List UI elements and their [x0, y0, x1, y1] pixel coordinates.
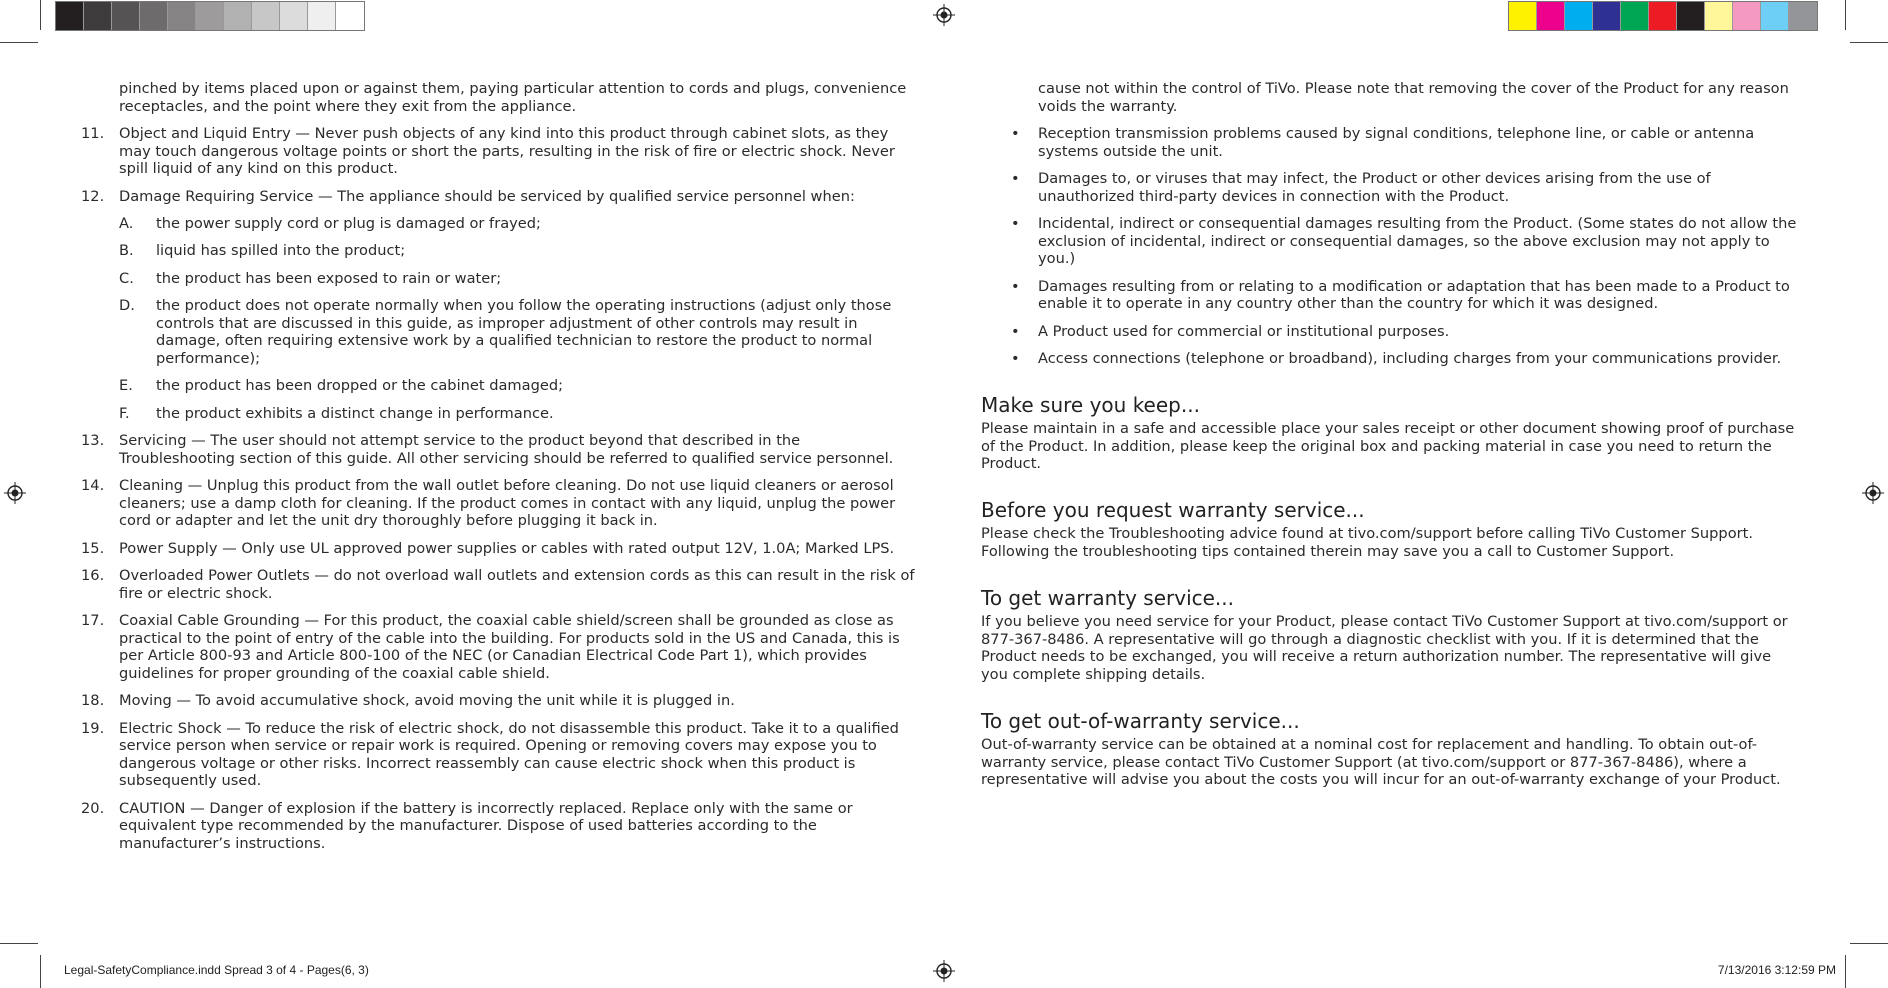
sub-list-item [75, 270, 915, 288]
sub-item-letter: C. [119, 269, 134, 287]
color-swatch [168, 2, 196, 30]
item-number: 13. [81, 432, 105, 450]
bullet-dot: • [1011, 169, 1020, 187]
sub-item-text: the power supply cord or plug is damaged or frayed; [156, 214, 541, 232]
bullet-dot: • [1011, 349, 1020, 367]
color-swatch [1509, 2, 1537, 30]
crop-mark [0, 943, 38, 944]
list-item [75, 692, 915, 710]
bullet-item [981, 350, 1801, 368]
item-text: Moving — To avoid accumulative shock, avoid moving the unit while it is plugged in. [119, 692, 735, 710]
sub-item-text: the product has been exposed to rain or water; [156, 269, 502, 287]
list-item [75, 188, 915, 206]
crop-mark [1850, 943, 1888, 944]
bullet-dot: • [1011, 322, 1020, 340]
color-swatch [1593, 2, 1621, 30]
list-item [75, 720, 915, 790]
color-swatch [56, 2, 84, 30]
bullet-text: Damages resulting from or relating to a modification or adaptation that has been made to a Product to enable it to operate in any country other than the country for which it was designed. [1038, 277, 1790, 313]
color-swatch [1705, 2, 1733, 30]
item-number: 19. [81, 719, 105, 737]
crop-mark [1845, 0, 1846, 30]
item-text: Object and Liquid Entry — Never push objects of any kind into this product through cabinet slots, as they may touch dangerous voltage points or short the parts, resulting in the risk of fire or electric shock. Never spill liquid of any kind on this product. [119, 124, 895, 178]
intro-text: cause not within the control of TiVo. Please note that removing the cover of the Product for any reason voids the warranty. [1038, 80, 1789, 115]
item-text: CAUTION — Danger of explosion if the battery is incorrectly replaced. Replace only with the same or equivalent type recommended by the manufacturer. Dispose of used batteries according to the manufacturer’s instructions. [119, 799, 853, 852]
registration-mark-icon [933, 960, 955, 982]
item-number: 17. [81, 612, 105, 630]
color-swatch [336, 2, 364, 30]
section-body: Out-of-warranty service can be obtained at a nominal cost for replacement and handling. To obtain out-of-warranty service, please contact TiVo Customer Support (at tivo.com/support or 877-367-8486), where a representative will advise you about the costs you will incur for an out-of-warranty exchange of your Product. [981, 736, 1781, 789]
color-swatch [1733, 2, 1761, 30]
item-text: Damage Requiring Service — The appliance should be serviced by qualified service personnel when: [119, 187, 855, 205]
sub-list-item [75, 377, 915, 395]
registration-mark-icon [1862, 482, 1884, 504]
section-body: If you believe you need service for your Product, please contact TiVo Customer Support at tivo.com/support or 877-367-8486. A representative will go through a diagnostic checklist with you. If it is determined that the Product needs to be exchanged, you will receive a return authorization number. The representative will give you complete shipping details. [981, 613, 1788, 684]
color-swatch [308, 2, 336, 30]
item-number: 12. [81, 187, 105, 205]
bullet-item [981, 323, 1801, 341]
bullet-text: A Product used for commercial or institutional purposes. [1038, 322, 1450, 340]
bullet-text: Access connections (telephone or broadband), including charges from your communications provider. [1038, 349, 1782, 367]
sub-list-item [75, 405, 915, 423]
sub-list-item [75, 215, 915, 233]
intro-text: pinched by items placed upon or against them, paying particular attention to cords and plugs, convenience receptacles, and the point where they exit from the appliance. [119, 80, 907, 115]
sub-list-item [75, 297, 915, 367]
file-slug: Legal-SafetyCompliance.indd Spread 3 of 4 - Pages(6, 3) [64, 963, 369, 977]
sub-item-letter: E. [119, 377, 133, 395]
item-text: Electric Shock — To reduce the risk of electric shock, do not disassemble this product. Take it to a qualified service person when service or repair work is required. Opening or removing covers may expose you to dangerous voltage or other risks. Incorrect reassembly can cause electric shock when this product is subsequently used. [119, 719, 899, 790]
list-item [75, 540, 915, 558]
sub-item-text: the product has been dropped or the cabinet damaged; [156, 377, 564, 395]
registration-mark-icon [933, 4, 955, 26]
item-number: 15. [81, 539, 105, 557]
sub-item-letter: A. [119, 214, 134, 232]
item-number: 18. [81, 692, 105, 710]
color-swatch [1621, 2, 1649, 30]
bullet-text: Reception transmission problems caused by signal conditions, telephone line, or cable or antenna systems outside the unit. [1038, 124, 1755, 160]
bullet-item [981, 278, 1801, 313]
crop-mark [0, 42, 38, 43]
color-swatch [280, 2, 308, 30]
color-swatch [1677, 2, 1705, 30]
item-number: 20. [81, 799, 105, 817]
bullet-dot: • [1011, 124, 1020, 142]
list-item [75, 567, 915, 602]
sub-item-letter: D. [119, 297, 135, 315]
bullet-dot: • [1011, 214, 1020, 232]
list-item [75, 432, 915, 467]
section-heading: To get out-of-warranty service... [981, 708, 1300, 733]
list-item [75, 612, 915, 682]
color-swatch [112, 2, 140, 30]
section-body: Please check the Troubleshooting advice found at tivo.com/support before calling TiVo Customer Support. Following the troubleshooting tips contained therein may save you a call to Customer Support. [981, 525, 1753, 561]
item-text: Power Supply — Only use UL approved power supplies or cables with rated output 12V, 1.0A; Marked LPS. [119, 539, 895, 557]
list-item [75, 125, 915, 178]
section-heading: To get warranty service... [981, 585, 1234, 610]
item-text: Cleaning — Unplug this product from the wall outlet before cleaning. Do not use liquid cleaners or aerosol cleaners; use a damp cloth for cleaning. If the product comes in contact with any liquid, unplug the power cord or adapter and let the unit dry thoroughly before plugging it back in. [119, 477, 896, 530]
bullet-item [981, 170, 1801, 205]
color-swatch [1789, 2, 1817, 30]
right-page-column [981, 80, 1801, 789]
registration-mark-icon [4, 482, 26, 504]
process-color-bar [1508, 1, 1818, 31]
bullet-text: Damages to, or viruses that may infect, the Product or other devices arising from the use of unauthorized third-party devices in connection with the Product. [1038, 169, 1711, 205]
sub-item-text: the product exhibits a distinct change in performance. [156, 404, 554, 422]
bullet-text: Incidental, indirect or consequential damages resulting from the Product. (Some states do not allow the exclusion of incidental, indirect or consequential damages, so the above exclusion may not apply to you.) [1038, 214, 1797, 268]
item-number: 11. [81, 124, 105, 142]
crop-mark [1845, 955, 1846, 988]
item-number: 16. [81, 567, 105, 585]
left-page-column [75, 80, 915, 862]
timestamp-slug: 7/13/2016 3:12:59 PM [1717, 963, 1836, 977]
item-text: Coaxial Cable Grounding — For this product, the coaxial cable shield/screen shall be grounded as close as practical to the point of entry of the cable into the building. For products sold in the US and Canada, this is per Article 800-93 and Article 800-100 of the NEC (or Canadian Electrical Code Part 1), which provides guidelines for proper grounding of the coaxial cable shield. [119, 612, 900, 682]
crop-mark [40, 0, 41, 30]
color-swatch [1565, 2, 1593, 30]
list-item [75, 800, 915, 853]
color-swatch [1761, 2, 1789, 30]
color-swatch [224, 2, 252, 30]
crop-mark [40, 955, 41, 988]
section-body: Please maintain in a safe and accessible place your sales receipt or other document showing proof of purchase of the Product. In addition, please keep the original box and packing material in case you need to return the Product. [981, 420, 1795, 473]
item-text: Servicing — The user should not attempt service to the product beyond that described in the Troubleshooting section of this guide. All other servicing should be referred to qualified service personnel. [119, 432, 894, 467]
bullet-item [981, 125, 1801, 160]
item-number: 14. [81, 477, 105, 495]
sub-item-text: the product does not operate normally when you follow the operating instructions (adjust only those controls that are discussed in this guide, as improper adjustment of other controls may result in damage, often requiring extensive work by a qualified technician to restore the product to normal performance); [156, 297, 892, 367]
sub-item-text: liquid has spilled into the product; [156, 242, 406, 260]
color-swatch [196, 2, 224, 30]
list-item [75, 477, 915, 530]
grayscale-color-bar [55, 1, 365, 31]
sub-item-letter: B. [119, 242, 134, 260]
section-heading: Before you request warranty service... [981, 497, 1365, 522]
sub-list-item [75, 242, 915, 260]
color-swatch [1537, 2, 1565, 30]
bullet-item [981, 215, 1801, 268]
color-swatch [140, 2, 168, 30]
color-swatch [84, 2, 112, 30]
color-swatch [252, 2, 280, 30]
crop-mark [1850, 42, 1888, 43]
bullet-dot: • [1011, 277, 1020, 295]
sub-item-letter: F. [119, 404, 130, 422]
item-text: Overloaded Power Outlets — do not overload wall outlets and extension cords as this can result in the risk of fire or electric shock. [119, 567, 915, 602]
section-heading: Make sure you keep... [981, 392, 1200, 417]
color-swatch [1649, 2, 1677, 30]
